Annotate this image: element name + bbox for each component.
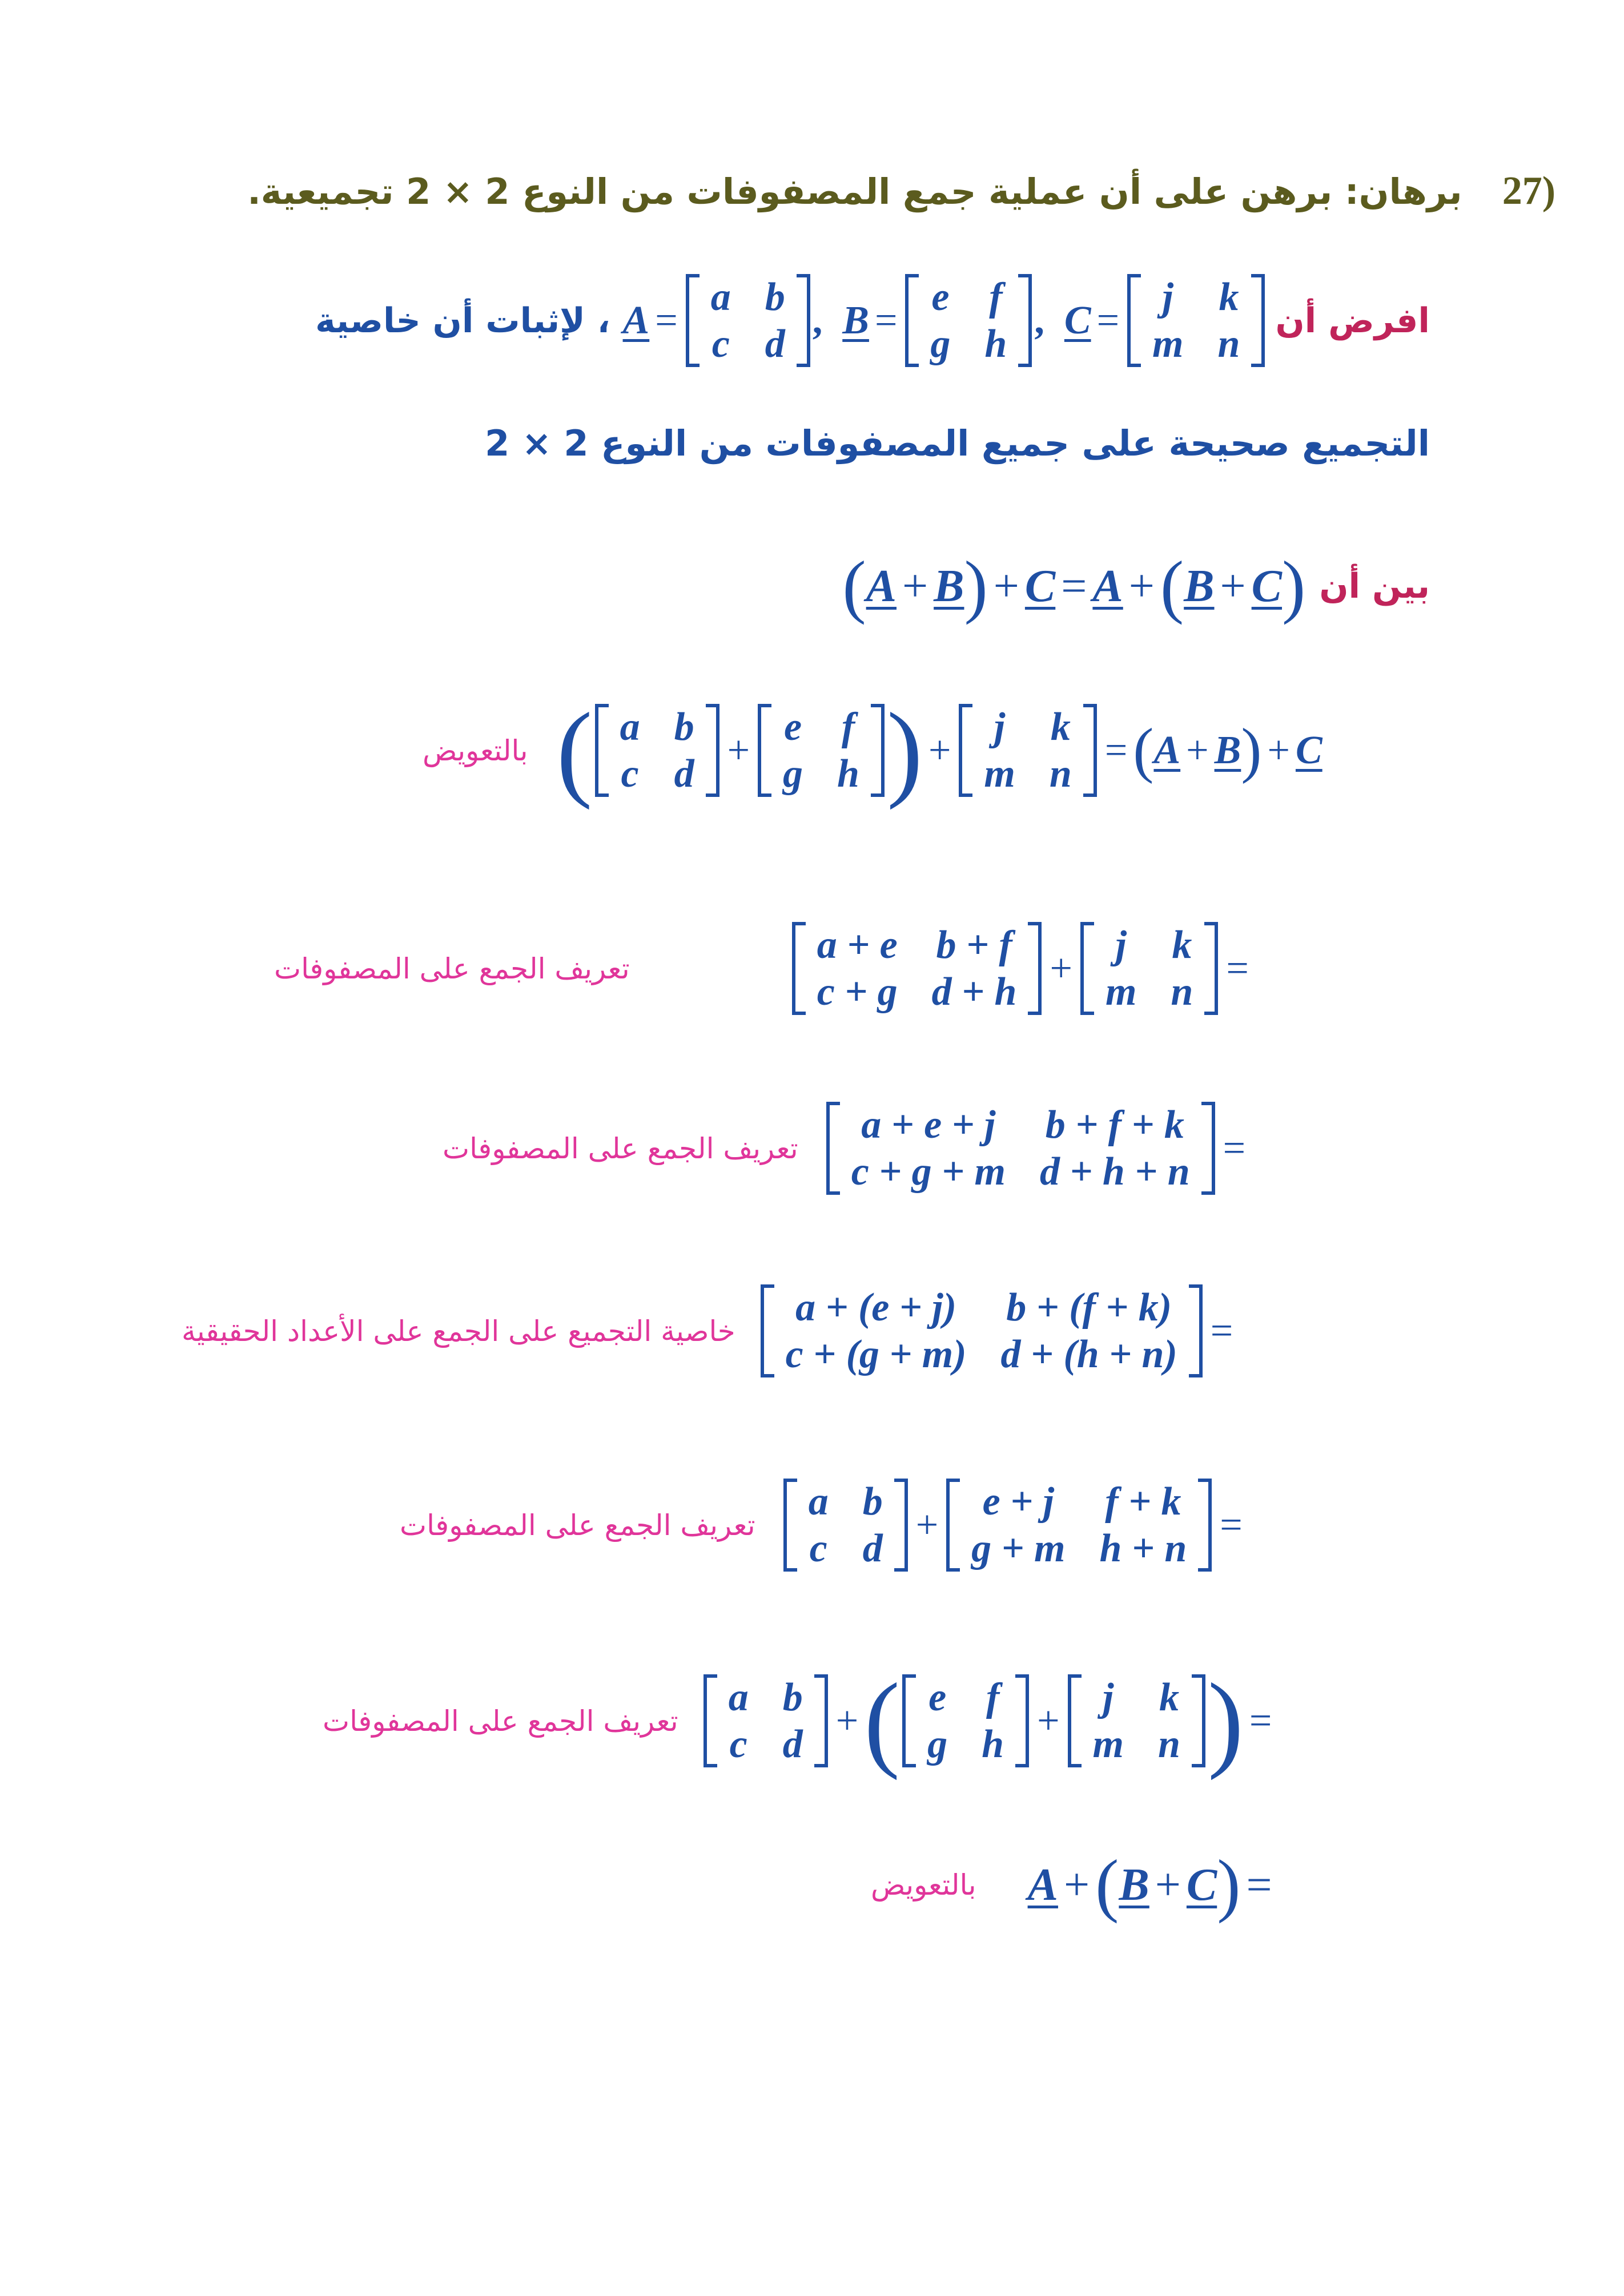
step-justification: خاصية التجميع على الجمع على الأعداد الحقيقية	[182, 1314, 735, 1348]
step-justification: تعريف الجمع على المصفوفات	[443, 1131, 798, 1165]
matrix-cell: k	[1159, 1675, 1179, 1719]
step-justification: تعريف الجمع على المصفوفات	[274, 952, 630, 985]
matrix-cell: n	[1171, 969, 1193, 1014]
matrix	[902, 1674, 1029, 1767]
assume-lead: افرض أن	[1275, 300, 1430, 341]
matrix-cell: a	[620, 705, 640, 749]
step-justification: تعريف الجمع على المصفوفات	[323, 1704, 678, 1738]
matrix	[758, 704, 885, 797]
assume-text-1: ، لإثبات أن خاصية	[315, 300, 610, 341]
matrix-cell: h	[837, 751, 859, 796]
matrix-cell: b	[674, 705, 694, 749]
proof-step-6: تعريف الجمع على المصفوفات a b c d + ( e f g h + j k m n ) =	[323, 1661, 1272, 1781]
matrix-cell: c + (g + m)	[785, 1332, 967, 1376]
matrix	[946, 1479, 1212, 1572]
proof-step-7: بالتعويض A + ( B + C ) =	[871, 1846, 1272, 1924]
matrix-cell: a + e	[817, 923, 898, 967]
matrix-cell: b	[765, 275, 785, 319]
matrix-cell: d	[782, 1722, 803, 1766]
goal-line	[842, 547, 1430, 625]
matrix-cell: h	[982, 1722, 1004, 1766]
matrix-cell: m	[984, 751, 1015, 796]
matrix-cell: h + n	[1099, 1526, 1187, 1570]
matrix-cell: f	[986, 1675, 1000, 1719]
matrix-cell: d	[765, 321, 785, 366]
matrix-cell: a	[808, 1480, 829, 1524]
step-justification: تعريف الجمع على المصفوفات	[400, 1508, 755, 1542]
matrix	[1068, 1674, 1205, 1767]
matrix-cell: a	[710, 275, 731, 319]
matrix-cell: c	[729, 1722, 747, 1766]
matrix-cell: g + m	[971, 1526, 1066, 1570]
matrix-cell: e	[784, 705, 802, 749]
matrix-cell: g	[783, 751, 803, 796]
matrix-cell: f	[841, 705, 855, 749]
matrix-cell: a + (e + j)	[795, 1286, 957, 1330]
show-lead: بين أن	[1319, 566, 1430, 606]
matrix-cell: m	[1152, 321, 1184, 366]
matrix-cell: b + f	[936, 923, 1012, 967]
matrix-cell: a + e + j	[861, 1103, 996, 1147]
matrix-cell: j	[1115, 923, 1127, 967]
matrix-cell: f + k	[1105, 1480, 1181, 1524]
proof-step-1: بالتعويض ( a b c d + e f g h ) + j k m n = ( A + B ) + C	[423, 691, 1322, 810]
matrix-C	[1127, 274, 1265, 367]
matrix-cell: f	[989, 275, 1003, 319]
proof-step-4: خاصية التجميع على الجمع على الأعداد الحقيقية a + (e + j) b + (f + k) c + (g + m) d + (h + n) =	[182, 1284, 1239, 1377]
matrix-cell: k	[1172, 923, 1192, 967]
problem-text: برهان: برهن على أن عملية جمع المصفوفات من النوع 2 × 2 تجميعية.	[247, 170, 1462, 212]
matrix-cell: c	[809, 1526, 827, 1570]
matrix-cell: d + h + n	[1039, 1149, 1190, 1194]
matrix-cell: j	[1162, 275, 1173, 319]
matrix-cell: d	[862, 1526, 883, 1570]
matrix-cell: a	[728, 1675, 749, 1719]
matrix-cell: d + (h + n)	[1000, 1332, 1177, 1376]
matrix-cell: k	[1219, 275, 1239, 319]
matrix	[761, 1284, 1203, 1377]
problem-number: 27)	[1502, 169, 1555, 213]
matrix-A-name: A	[622, 298, 650, 343]
proof-step-2: تعريف الجمع على المصفوفات a + e b + f c + g d + h + j k m n =	[274, 922, 1255, 1015]
matrix-B	[905, 274, 1032, 367]
goal-equation: ( A + B ) + C = A + ( B + C )	[842, 547, 1306, 625]
assumption-definitions: A = a b c d , B = e f g h , C = j k m n	[623, 274, 1268, 367]
matrix-B-name: B	[842, 298, 869, 343]
step-justification: بالتعويض	[423, 734, 528, 767]
matrix-cell: c	[711, 321, 730, 366]
matrix	[826, 1102, 1215, 1195]
matrix-C-name: C	[1064, 298, 1091, 343]
matrix	[959, 704, 1096, 797]
matrix-A	[686, 274, 810, 367]
matrix-cell: n	[1158, 1722, 1180, 1766]
matrix	[1080, 922, 1218, 1015]
matrix	[704, 1674, 828, 1767]
matrix-cell: k	[1050, 705, 1071, 749]
matrix-cell: d + h	[931, 969, 1017, 1014]
matrix-cell: b	[782, 1675, 803, 1719]
matrix-cell: n	[1217, 321, 1240, 366]
matrix-cell: g	[927, 1722, 948, 1766]
matrix-cell: b + (f + k)	[1006, 1286, 1172, 1330]
matrix-cell: h	[984, 321, 1007, 366]
matrix-cell: e	[931, 275, 950, 319]
matrix-cell: m	[1092, 1722, 1124, 1766]
matrix-cell: b	[862, 1480, 883, 1524]
matrix-cell: d	[674, 751, 694, 796]
matrix-cell: m	[1105, 969, 1137, 1014]
matrix-cell: g	[930, 321, 951, 366]
assumption-line	[315, 274, 1430, 367]
proof-step-3: تعريف الجمع على المصفوفات a + e + j b + f + k c + g + m d + h + n =	[443, 1102, 1251, 1195]
problem-heading	[247, 168, 1555, 214]
proof-step-5: تعريف الجمع على المصفوفات a b c d + e + j f + k g + m h + n =	[400, 1479, 1248, 1572]
matrix-cell: e	[928, 1675, 947, 1719]
matrix-cell: j	[1103, 1675, 1114, 1719]
matrix	[595, 704, 719, 797]
matrix-cell: c	[621, 751, 639, 796]
matrix-cell: b + f + k	[1045, 1103, 1184, 1147]
matrix-cell: c + g	[817, 969, 898, 1014]
matrix-cell: c + g + m	[851, 1149, 1006, 1194]
matrix-cell: j	[994, 705, 1006, 749]
step-justification: بالتعويض	[871, 1868, 976, 1902]
assume-text-2: التجميع صحيحة على جميع المصفوفات من النوع 2 × 2	[485, 422, 1430, 464]
matrix-cell: n	[1049, 751, 1072, 796]
matrix-cell: e + j	[982, 1480, 1055, 1524]
matrix	[783, 1479, 908, 1572]
matrix	[792, 922, 1042, 1015]
